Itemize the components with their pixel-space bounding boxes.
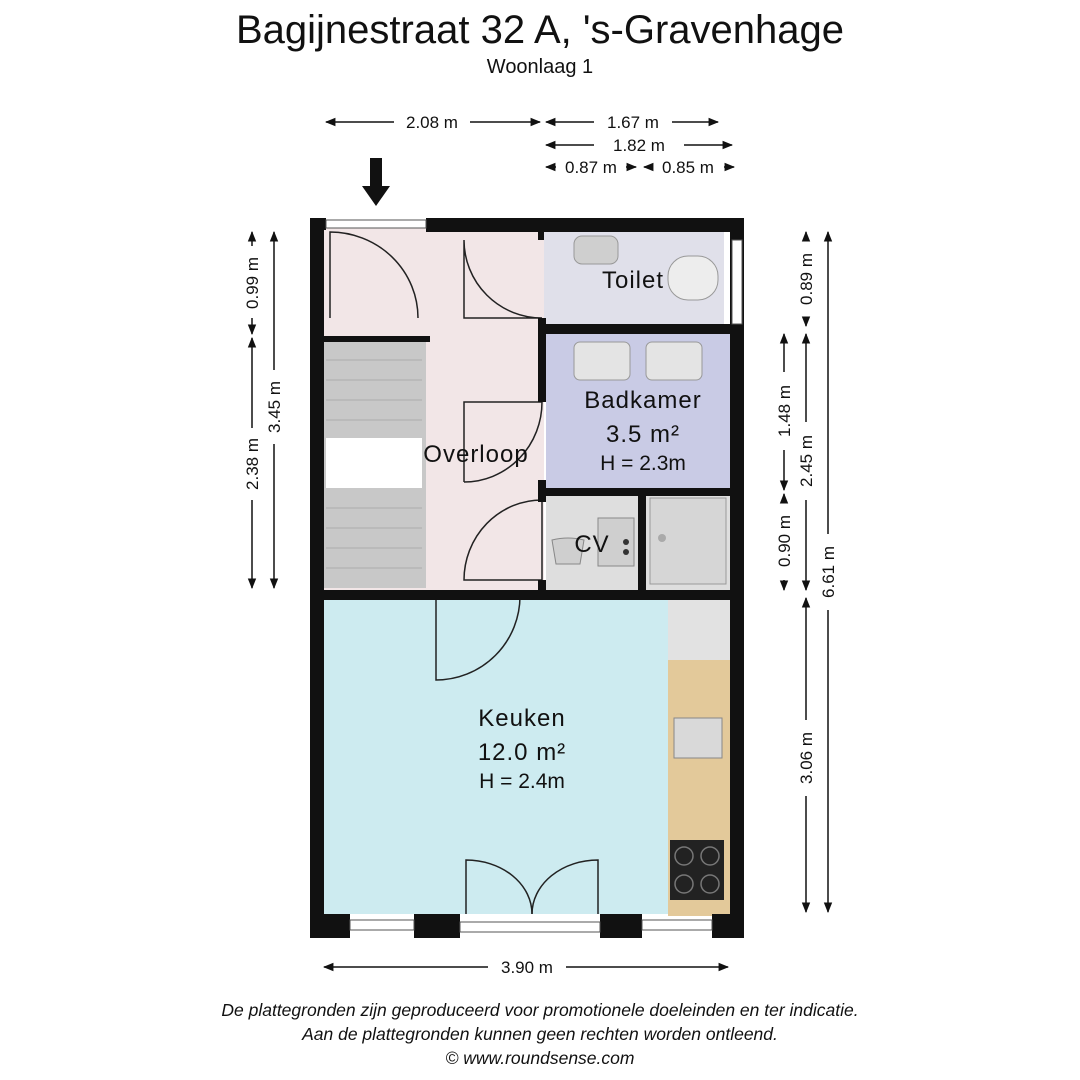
page-subtitle: Woonlaag 1 [486,56,594,78]
shower-drain [658,534,666,542]
dim-right-total: 6.61 m [819,546,838,598]
dim-top-right-1: 1.67 m [607,113,659,132]
window-top [326,220,426,228]
keuken-area: 12.0 m² [477,739,567,766]
wall-keuken-top [322,590,734,600]
wall-bottom-2 [414,914,460,938]
dim-right-3: 0.90 m [775,515,794,567]
cv-label: CV [574,531,610,558]
disclaimer-line-1: De plattegronden zijn geproduceerd voor promotionele doeleinden en ter indicatie. [221,1000,859,1020]
wall-top-left [310,218,326,230]
overloop-label: Overloop [423,441,529,468]
wall-center-4 [538,580,546,594]
badkamer-label: Badkamer [584,387,702,414]
dim-top-right-3b: 0.85 m [662,158,714,177]
wall-center-1 [538,232,544,240]
toilet-sink [574,236,618,264]
dim-right-2: 1.48 m [775,385,794,437]
dim-top-right-2: 1.82 m [613,136,665,155]
dim-top-left: 2.08 m [406,113,458,132]
wall-bottom-4 [712,914,744,938]
dim-top-right-3a: 0.87 m [565,158,617,177]
stairs-landing [326,438,422,488]
wall-center-2 [538,318,546,402]
window-bottom-2 [460,922,600,932]
wall-center-3 [538,480,546,502]
bath-sink-1 [574,342,630,380]
dim-right-5: 3.06 m [797,732,816,784]
window-right-toilet [732,240,742,324]
dim-right-4: 2.45 m [797,435,816,487]
wall-bath-bottom [540,488,734,496]
dim-left-total: 3.45 m [265,381,284,433]
entrance-arrow-icon [362,158,390,206]
dim-left-2: 2.38 m [243,438,262,490]
cv-knob-2 [623,549,629,555]
copyright: © www.roundsense.com [445,1048,635,1068]
disclaimer-line-2: Aan de plattegronden kunnen geen rechten worden ontleend. [302,1024,778,1044]
page-title: Bagijnestraat 32 A, 's-Gravenhage [235,8,844,52]
toilet-bowl [668,256,718,300]
dim-left-1: 0.99 m [243,257,262,309]
bath-sink-2 [646,342,702,380]
badkamer-height: H = 2.3m [600,452,686,475]
wall-left [310,218,324,938]
dim-right-1: 0.89 m [797,253,816,305]
kitchen-sink [674,718,722,758]
cv-knob-1 [623,539,629,545]
wall-bottom-3 [600,914,642,938]
keuken-height: H = 2.4m [479,770,565,793]
toilet-label: Toilet [601,267,665,294]
keuken-label: Keuken [478,705,566,732]
dim-bottom: 3.90 m [501,958,553,977]
wall-bottom-1 [310,914,350,938]
fridge [668,600,730,660]
wall-toilet-bottom [540,324,734,334]
window-bottom-3 [642,920,712,930]
badkamer-area: 3.5 m² [605,421,681,448]
wall-overloop-stair [322,336,430,342]
wall-top-right [426,218,744,232]
window-bottom-1 [350,920,414,930]
wall-cv-right [638,490,646,594]
